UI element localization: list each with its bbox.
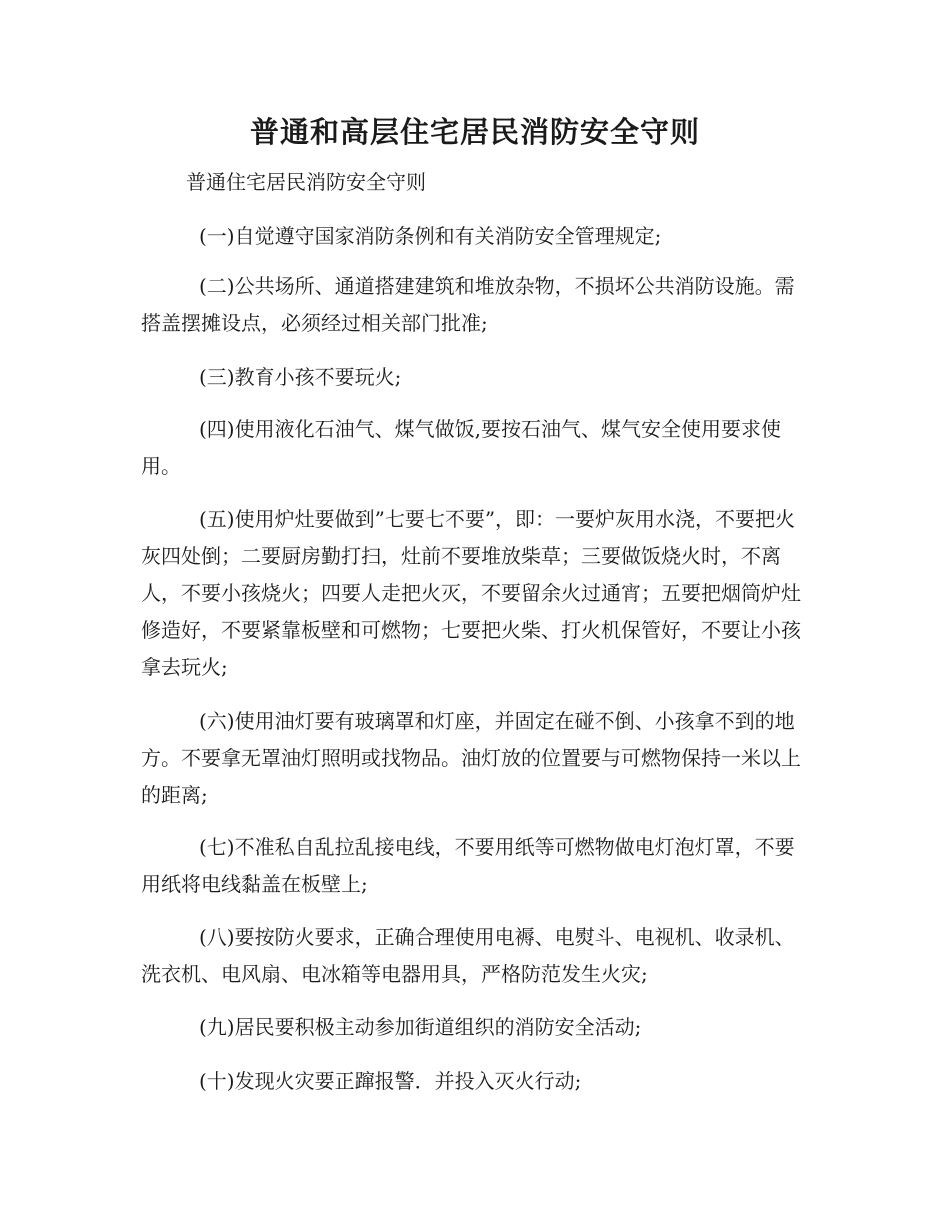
rule-paragraph-9: (九)居民要积极主动参加街道组织的消防安全活动; <box>199 1015 642 1039</box>
document-title: 普通和高层住宅居民消防安全守则 <box>249 115 700 149</box>
rule-paragraph-6: (六)使用油灯要有玻璃罩和灯座，并固定在碰不倒、小孩拿不到的地方。不要拿无罩油灯照明或找物品。油灯放的位置要与可燃物保持一米以上的距离; <box>141 709 801 807</box>
rule-paragraph-4: (四)使用液化石油气、煤气做饭,要按石油气、煤气安全使用要求使用。 <box>141 417 781 478</box>
rule-paragraph-1: (一)自觉遵守国家消防条例和有关消防安全管理规定; <box>199 224 662 248</box>
rule-paragraph-3: (三)教育小孩不要玩火; <box>199 365 402 389</box>
rule-paragraph-8: (八)要按防火要求，正确合理使用电褥、电熨斗、电视机、收录机、洗衣机、电风扇、电冰箱等电器用具，严格防范发生火灾; <box>141 925 795 986</box>
rule-paragraph-2: (二)公共场所、通道搭建建筑和堆放杂物，不损坏公共消防设施。需搭盖摆摊设点，必须经过相关部门批准; <box>141 274 795 335</box>
rule-paragraph-7: (七)不准私自乱拉乱接电线，不要用纸等可燃物做电灯泡灯罩，不要用纸将电线黏盖在板壁上; <box>141 835 795 896</box>
document-subtitle: 普通住宅居民消防安全守则 <box>186 170 426 194</box>
rule-paragraph-10: (十)发现火灾要正蹿报警．并投入灭火行动; <box>199 1069 582 1093</box>
rule-paragraph-5: (五)使用炉灶要做到”七要七不要”，即：一要炉灰用水浇，不要把火灰四处倒；二要厨房勤打扫，灶前不要堆放柴草；三要做饭烧火时，不离人，不要小孩烧火；四要人走把火灭，不要留余火过通宵；五要把烟筒炉灶修造好，不要紧靠板壁和可燃物；七要把火柴、打火机保管好，不要让小孩拿去玩火; <box>141 507 801 679</box>
